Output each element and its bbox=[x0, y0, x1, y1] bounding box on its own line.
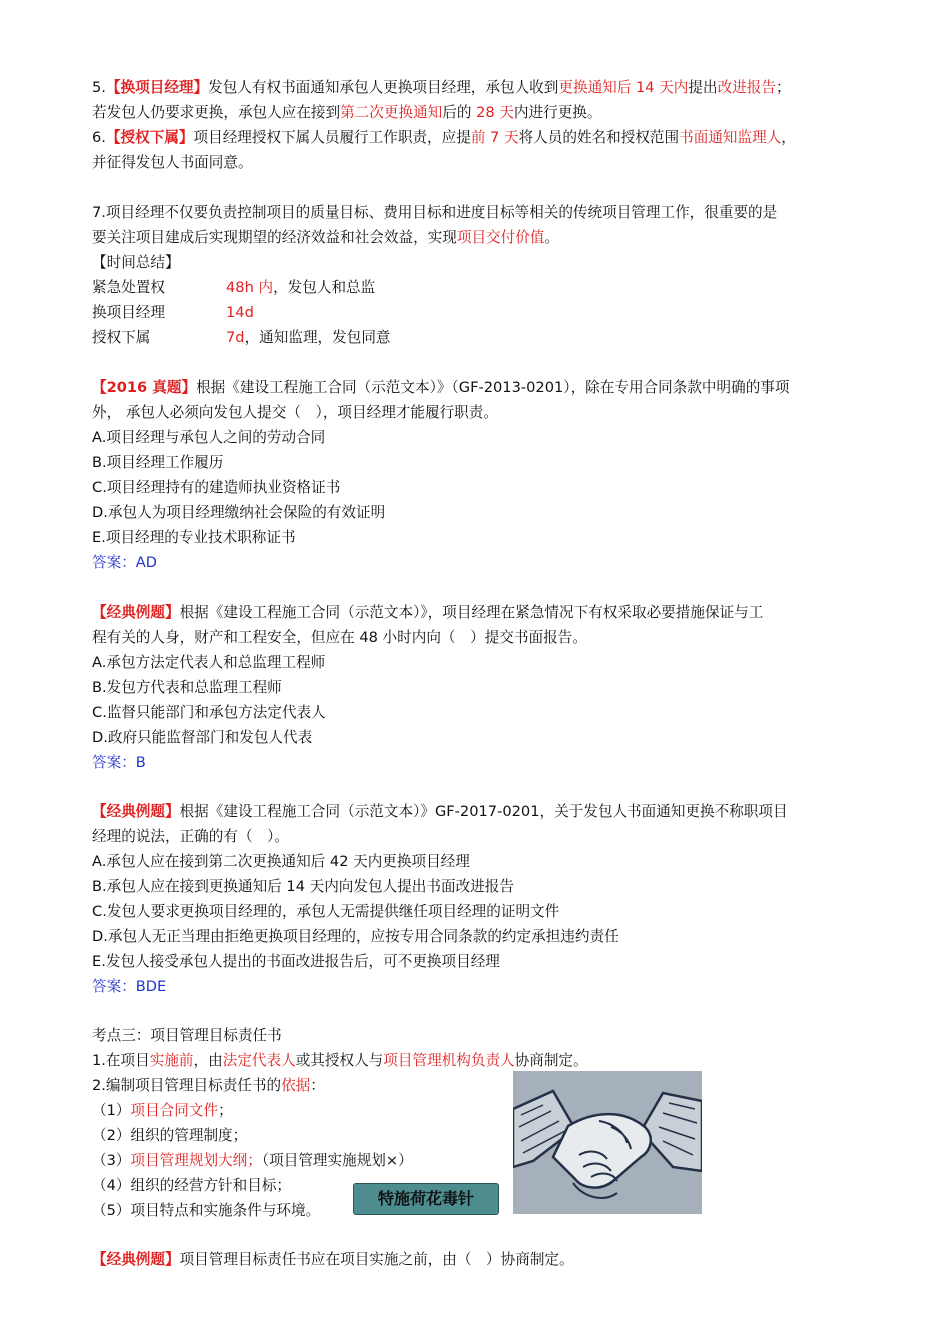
item5-text: 若发包人仍要求更换，承包人应在接到 bbox=[92, 104, 341, 121]
summary-row bbox=[92, 276, 592, 300]
q1-text: 根据《建设工程施工合同（示范文本）》（GF-2013-0201），除在专用合同条款中明确的事项 bbox=[196, 379, 790, 396]
point3-text: 2.编制项目管理目标责任书的 bbox=[92, 1077, 282, 1094]
item5-line2 bbox=[92, 101, 602, 125]
item5-text: 发包人有权书面通知承包人更换项目经理，承包人收到 bbox=[208, 79, 559, 96]
handshake-icon bbox=[513, 1071, 702, 1214]
q2-option-d: D.政府只能监督部门和发包人代表 bbox=[92, 729, 313, 746]
item7-text: 7.项目经理不仅要负责控制项目的质量目标、费用目标和进度目标等相关的传统项目管理工作，很重要的是 bbox=[92, 204, 778, 221]
summary-label: 换项目经理 bbox=[92, 304, 165, 321]
q4-text: 项目管理目标责任书应在项目实施之前，由（ ）协商制定。 bbox=[179, 1251, 574, 1268]
q3-option-c: C.发包人要求更换项目经理的，承包人无需提供继任项目经理的证明文件 bbox=[92, 903, 560, 920]
summary-label: 紧急处置权 bbox=[92, 279, 165, 296]
item5-highlight-2: 改进报告 bbox=[717, 79, 776, 96]
q1-option-c: C.项目经理持有的建造师执业资格证书 bbox=[92, 479, 341, 496]
summary-heading: 【时间总结】 bbox=[92, 254, 180, 271]
point3-basis-4: （4）组织的经营方针和目标； bbox=[92, 1177, 292, 1194]
q1-option-d: D.承包人为项目经理缴纳社会保险的有效证明 bbox=[92, 504, 386, 521]
item5-text: 提出 bbox=[688, 79, 718, 96]
q3-line1 bbox=[92, 800, 788, 824]
point3-text: ，由 bbox=[193, 1052, 223, 1069]
point3-line2 bbox=[92, 1074, 325, 1098]
item5-text: 后的 bbox=[442, 104, 477, 121]
item6-text: ， bbox=[781, 129, 796, 146]
summary-label: 授权下属 bbox=[92, 329, 151, 346]
point3-text: ： bbox=[310, 1077, 325, 1094]
item5-highlight-3: 第二次更换通知 bbox=[340, 104, 443, 121]
point3-text: ； bbox=[218, 1102, 233, 1119]
point3-highlight: 项目管理机构负责人 bbox=[383, 1052, 515, 1069]
q2-text: 根据《建设工程施工合同（示范文本）》，项目经理在紧急情况下有权采取必要措施保证与工 bbox=[179, 604, 764, 621]
item6-text: 并征得发包人书面同意。 bbox=[92, 154, 253, 171]
q3-option-b: B.承包人应在接到更换通知后 14 天内向发包人提出书面改进报告 bbox=[92, 878, 514, 895]
point3-text: （3） bbox=[92, 1152, 131, 1169]
q1-line1 bbox=[92, 376, 789, 400]
point3-highlight: 项目合同文件 bbox=[130, 1102, 219, 1119]
mnemonic-stamp: 特施荷花毒针 bbox=[353, 1183, 499, 1215]
item5-highlight-1: 更换通知后 14 天内 bbox=[558, 79, 689, 96]
item5-text: 内进行更换。 bbox=[513, 104, 602, 121]
point3-basis-2: （2）组织的管理制度； bbox=[92, 1127, 248, 1144]
point3-text: 协商制定。 bbox=[514, 1052, 588, 1069]
item6-highlight-1: 前 7 天 bbox=[470, 129, 519, 146]
q3-line2: 经理的说法，正确的有（ ）。 bbox=[92, 828, 290, 845]
point3-basis-1 bbox=[92, 1099, 233, 1123]
q2-answer: 答案：B bbox=[92, 754, 146, 771]
summary-note: ，发包人和总监 bbox=[273, 279, 376, 296]
item6-line2 bbox=[92, 151, 253, 175]
point3-text: （项目管理实施规划×） bbox=[261, 1152, 413, 1169]
q3-answer: 答案：BDE bbox=[92, 978, 167, 995]
q2-line1 bbox=[92, 601, 763, 625]
q1-option-e: E.项目经理的专业技术职称证书 bbox=[92, 529, 296, 546]
item5-highlight-4: 28 天 bbox=[476, 104, 514, 121]
item5-number: 5. bbox=[92, 79, 106, 96]
point3-basis-5: （5）项目特点和实施条件与环境。 bbox=[92, 1202, 321, 1219]
item7-text: 要关注项目建成后实现期望的经济效益和社会效益，实现 bbox=[92, 229, 457, 246]
point3-heading: 考点三：项目管理目标责任书 bbox=[92, 1027, 282, 1044]
q4-tag: 【经典例题】 bbox=[92, 1251, 180, 1268]
item6-tag: 【授权下属】 bbox=[105, 129, 194, 146]
item6-number: 6. bbox=[92, 129, 106, 146]
point3-highlight: 实施前 bbox=[149, 1052, 194, 1069]
summary-note: ，通知监理，发包同意 bbox=[244, 329, 391, 346]
item7-text: 。 bbox=[544, 229, 560, 246]
item7-highlight: 项目交付价值 bbox=[456, 229, 545, 246]
summary-value: 14d bbox=[226, 304, 254, 321]
point3-highlight: 项目管理规划大纲； bbox=[130, 1152, 262, 1169]
q3-tag: 【经典例题】 bbox=[92, 803, 180, 820]
item5-line1 bbox=[92, 76, 791, 100]
q2-line2: 程有关的人身，财产和工程安全，但应在 48 小时内向（ ）提交书面报告。 bbox=[92, 629, 587, 646]
point3-text: 1.在项目 bbox=[92, 1052, 150, 1069]
item6-text: 项目经理授权下属人员履行工作职责，应提 bbox=[193, 129, 471, 146]
point3-text: 或其授权人与 bbox=[295, 1052, 384, 1069]
point3-basis-3 bbox=[92, 1149, 413, 1173]
q1-line2: 外， 承包人必须向发包人提交（ ），项目经理才能履行职责。 bbox=[92, 404, 498, 421]
q3-option-e: E.发包人接受承包人提出的书面改进报告后，可不更换项目经理 bbox=[92, 953, 500, 970]
q1-tag: 【2016 真题】 bbox=[92, 379, 197, 396]
q2-option-a: A.承包方法定代表人和总监理工程师 bbox=[92, 654, 326, 671]
q2-option-b: B.发包方代表和总监理工程师 bbox=[92, 679, 282, 696]
summary-row bbox=[92, 301, 592, 325]
q3-option-d: D.承包人无正当理由拒绝更换项目经理的，应按专用合同条款的约定承担违约责任 bbox=[92, 928, 619, 945]
q1-option-b: B.项目经理工作履历 bbox=[92, 454, 224, 471]
summary-value: 48h 内 bbox=[226, 279, 274, 296]
point3-text: （1） bbox=[92, 1102, 131, 1119]
handshake-image bbox=[513, 1071, 702, 1214]
q1-answer: 答案：AD bbox=[92, 554, 158, 571]
point3-highlight: 法定代表人 bbox=[222, 1052, 296, 1069]
item6-highlight-2: 书面通知监理人 bbox=[679, 129, 782, 146]
q4-line1 bbox=[92, 1248, 574, 1272]
item6-line1 bbox=[92, 126, 796, 150]
q1-option-a: A.项目经理与承包人之间的劳动合同 bbox=[92, 429, 326, 446]
q2-option-c: C.监督只能部门和承包方法定代表人 bbox=[92, 704, 326, 721]
item5-text: ； bbox=[775, 79, 791, 96]
q2-tag: 【经典例题】 bbox=[92, 604, 180, 621]
summary-value: 7d bbox=[226, 329, 245, 346]
summary-row bbox=[92, 326, 592, 350]
item7-line2 bbox=[92, 226, 559, 250]
item5-tag: 【换项目经理】 bbox=[105, 79, 209, 96]
item6-text: 将人员的姓名和授权范围 bbox=[518, 129, 680, 146]
q3-text: 根据《建设工程施工合同（示范文本）》GF-2017-0201，关于发包人书面通知更换不称职项目 bbox=[179, 803, 788, 820]
q3-option-a: A.承包人应在接到第二次更换通知后 42 天内更换项目经理 bbox=[92, 853, 470, 870]
item7-line1 bbox=[92, 201, 777, 225]
point3-line1 bbox=[92, 1049, 588, 1073]
point3-highlight: 依据 bbox=[281, 1077, 311, 1094]
